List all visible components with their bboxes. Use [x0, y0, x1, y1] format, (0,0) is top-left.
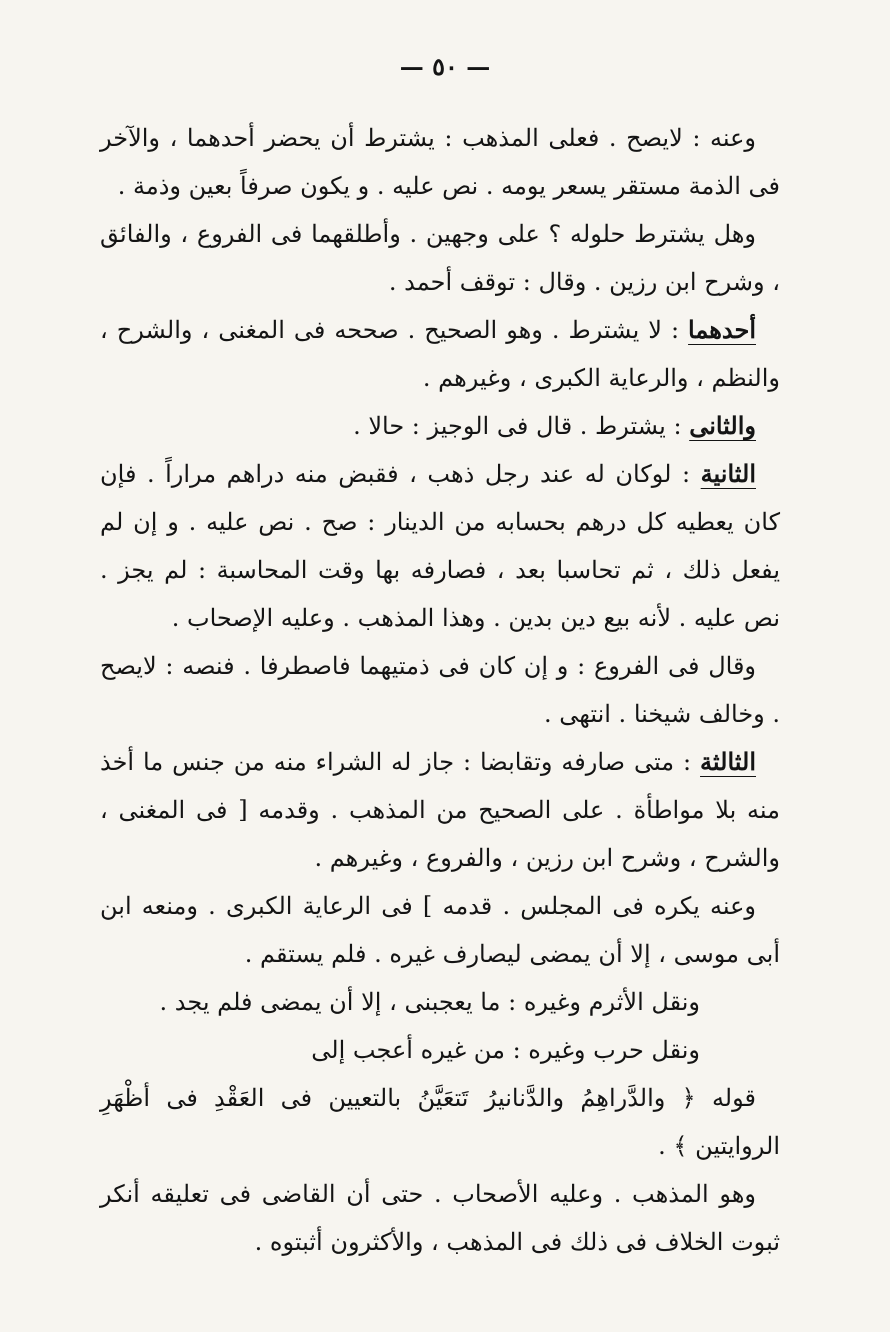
section-label: الثانية [700, 459, 756, 488]
paragraph [100, 642, 780, 738]
paragraph-text: : لا يشترط . وهو الصحيح . صححه فى المغنى ، والشرح ، والنظم ، والرعاية الكبرى ، وغيرهم . [100, 316, 780, 392]
body-text [100, 114, 780, 1266]
paragraph-text: قوله ﴿ والدَّراهِمُ والدَّنانيرُ تَتعَيَّنُ بالتعيين فى العَقْدِ فى أظْهَرِ الروايتين ﴾ . [100, 1084, 780, 1160]
paragraph-text: وهل يشترط حلوله ؟ على وجهين . وأطلقهما فى الفروع ، والفائق ، وشرح ابن رزين . وقال : توقف أحمد . [100, 220, 780, 296]
paragraph-text: : متى صارفه وتقابضا : جاز له الشراء منه من جنس ما أخذ منه بلا مواطأة . على الصحيح من المذهب . وقدمه [ فى المغنى ، والشرح ، وشرح ابن رزين ، والفروع ، وغيرهم . [100, 748, 780, 872]
paragraph [100, 114, 780, 210]
paragraph [100, 306, 780, 402]
paragraph-text: ونقل الأثرم وغيره : ما يعجبنى ، إلا أن يمضى فلم يجد . [159, 988, 700, 1016]
paragraph-text: : يشترط . قال فى الوجيز : حالا . [353, 412, 682, 440]
paragraph-text: وهو المذهب . وعليه الأصحاب . حتى أن القاضى فى تعليقه أنكر ثبوت الخلاف فى ذلك فى المذهب ، والأكثرون أثبتوه . [100, 1180, 780, 1256]
section-label: والثانى [689, 411, 756, 440]
paragraph [100, 450, 780, 642]
paragraph [100, 402, 780, 450]
page-number: — ٥٠ — [399, 52, 491, 81]
paragraph-text: وعنه يكره فى المجلس . قدمه ] فى الرعاية الكبرى . ومنعه ابن أبى موسى ، إلا أن يمضى ليصارف غيره . فلم يستقم . [100, 892, 780, 968]
paragraph [100, 1170, 780, 1266]
paragraph [100, 738, 780, 882]
paragraph-text: : لوكان له عند رجل ذهب ، فقبض منه دراهم مراراً . فإن كان يعطيه كل درهم بحسابه من الدينار : صح . نص عليه . و إن لم يفعل ذلك ، ثم تحاسبا بعد ، فصارفه بها وقت المحاسبة : لم يجز . نص عليه . لأنه بيع دين بدين . وهذا المذهب . وعليه الإصحاب . [100, 460, 780, 632]
paragraph-text: وعنه : لايصح . فعلى المذهب : يشترط أن يحضر أحدهما ، والآخر فى الذمة مستقر يسعر يومه . نص عليه . و يكون صرفاً بعين وذمة . [100, 124, 780, 200]
paragraph [100, 1026, 780, 1074]
section-label: الثالثة [700, 747, 756, 776]
paragraph-text: وقال فى الفروع : و إن كان فى ذمتيهما فاصطرفا . فنصه : لايصح . وخالف شيخنا . انتهى . [100, 652, 780, 728]
paragraph [100, 978, 780, 1026]
paragraph [100, 210, 780, 306]
paragraph-text: ونقل حرب وغيره : من غيره أعجب إلى [311, 1036, 700, 1064]
section-label: أحدهما [688, 315, 756, 344]
paragraph [100, 882, 780, 978]
paragraph [100, 1074, 780, 1170]
